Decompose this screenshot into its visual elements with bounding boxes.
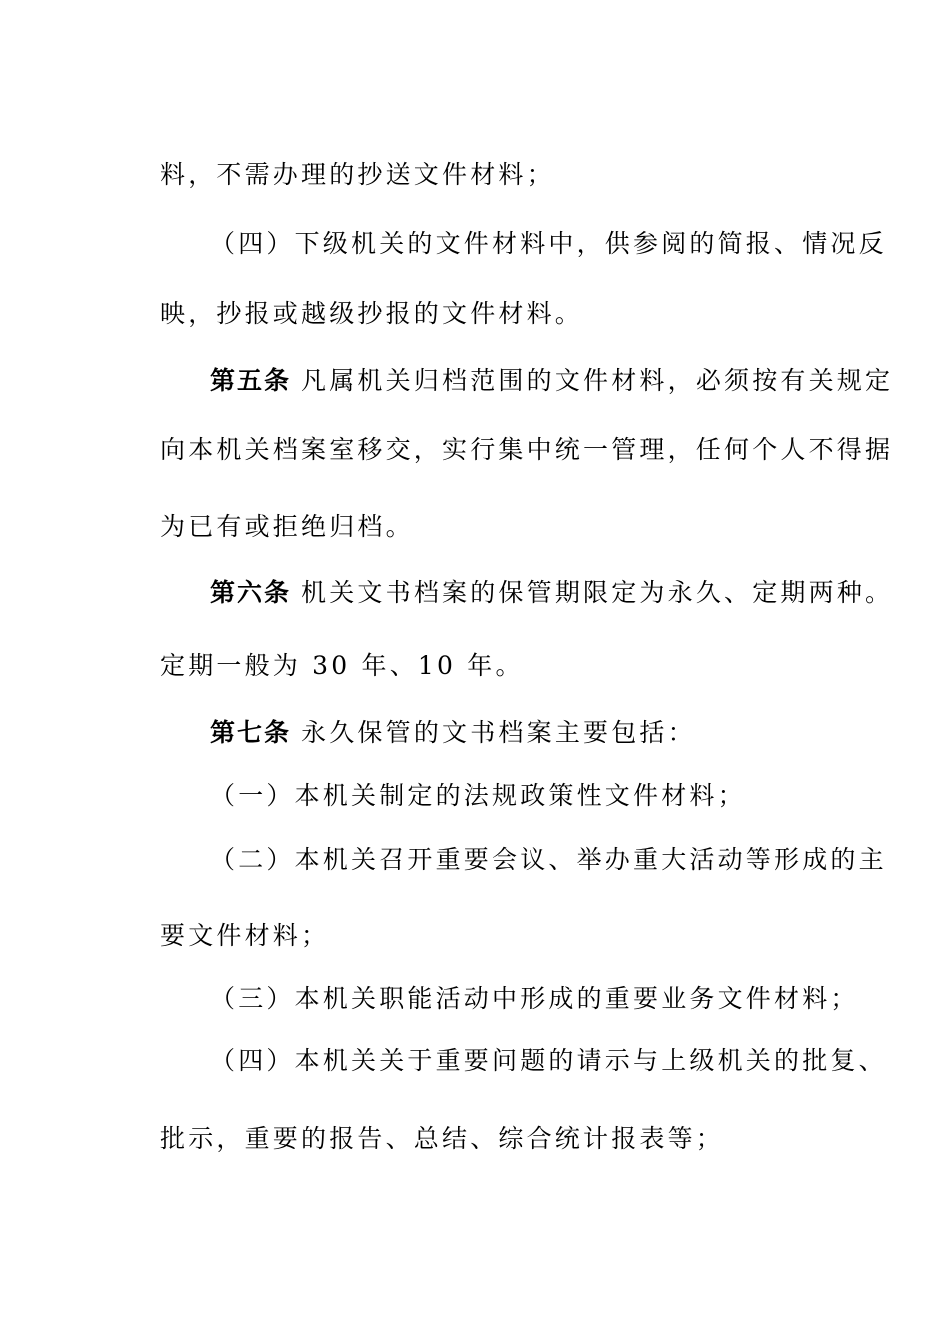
line-text: （二）本机关召开重要会议、举办重大活动等形成的主 [210,845,887,874]
text-line [160,918,840,954]
text-line [210,1043,887,1079]
article-line [210,363,894,399]
line-text: 机关文书档案的保管期限定为永久、定期两种。 [301,578,894,607]
text-line [160,432,894,468]
line-text: 向本机关档案室移交，实行集中统一管理，任何个人不得据 [160,435,894,464]
text-line [210,981,859,1017]
line-text: 定期一般为 30 年、10 年。 [160,651,524,680]
text-line [160,648,840,684]
article-line [210,575,894,611]
text-line [160,509,840,545]
line-text: （四）下级机关的文件材料中，供参阅的简报、情况反 [210,229,887,258]
text-line [210,778,840,814]
text-line [160,296,840,332]
line-text: （四）本机关关于重要问题的请示与上级机关的批复、 [210,1046,887,1075]
text-line [160,157,840,193]
article-number: 第五条 [210,366,292,395]
line-text: （一）本机关制定的法规政策性文件材料； [210,781,746,810]
text-line [210,226,887,262]
text-line [160,1121,840,1157]
line-text: 永久保管的文书档案主要包括： [301,718,696,747]
line-text: （三）本机关职能活动中形成的重要业务文件材料； [210,984,859,1013]
line-text: 要文件材料； [160,921,330,950]
article-number: 第七条 [210,718,292,747]
line-text: 批示，重要的报告、总结、综合统计报表等； [160,1124,725,1153]
line-text: 映，抄报或越级抄报的文件材料。 [160,299,584,328]
article-line [210,715,840,751]
article-number: 第六条 [210,578,292,607]
text-line [210,842,887,878]
line-text: 料，不需办理的抄送文件材料； [160,160,555,189]
line-text: 凡属机关归档范围的文件材料，必须按有关规定 [301,366,894,395]
line-text: 为已有或拒绝归档。 [160,512,414,541]
